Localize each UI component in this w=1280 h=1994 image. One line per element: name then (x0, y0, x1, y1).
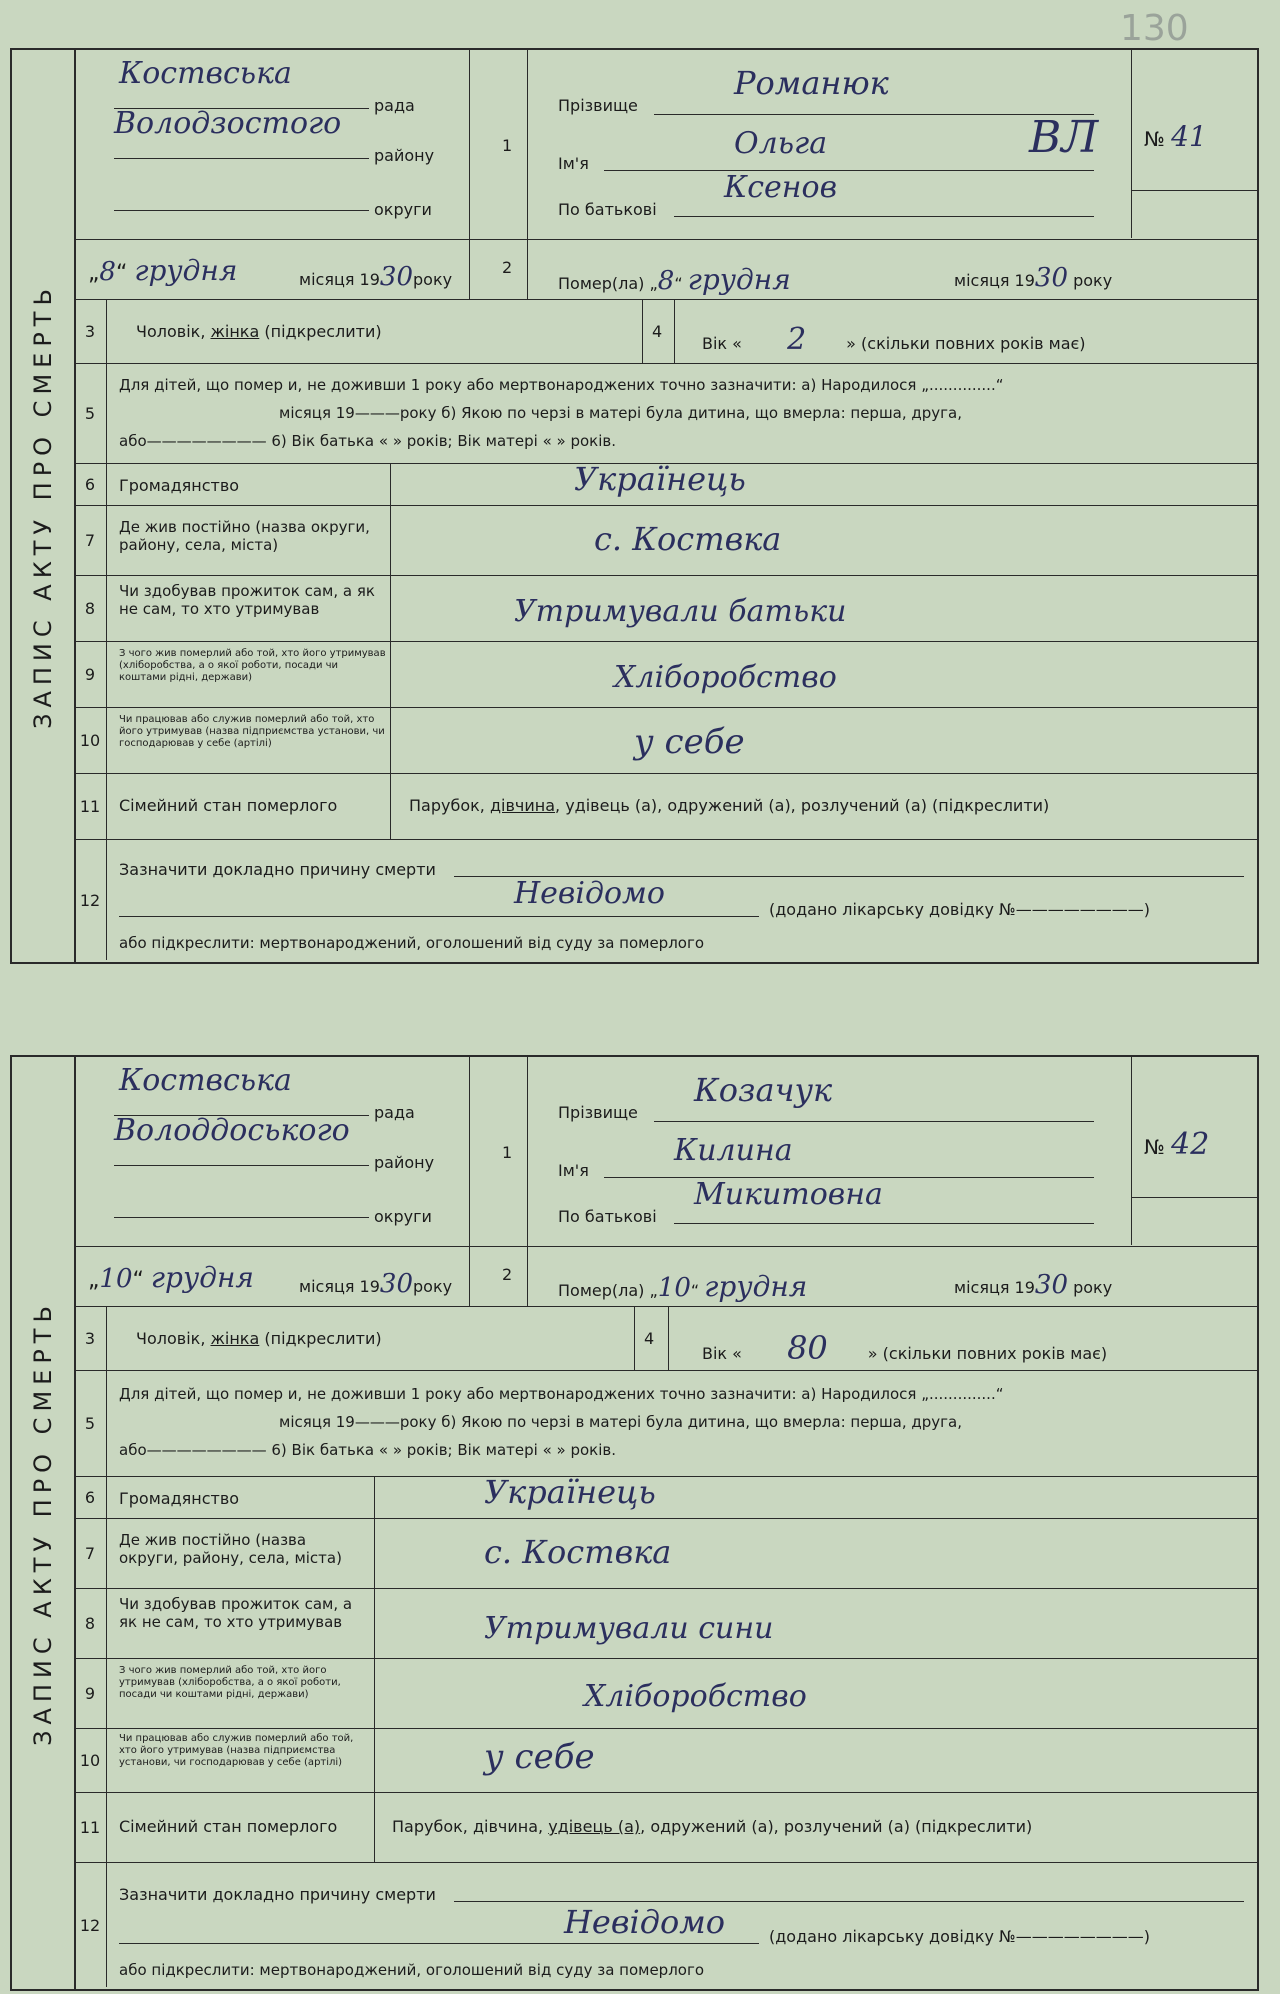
surname-value: Романюк (734, 64, 889, 102)
row-10-employment: 10 Чи працював або служив померлий або той, хто його утримував (назва підприємства установи, чи господарював у себе (артілі) у себе (74, 708, 1257, 774)
age-field: Вік « 80 » (скільки повних років має) (702, 1329, 1108, 1367)
death-year: місяця 1930 року (954, 263, 1113, 293)
died-label: Помер(ла) „8“ грудня (558, 263, 791, 296)
row-number-1: 1 (502, 136, 513, 155)
residence-value: с. Коствка (594, 520, 782, 558)
citizenship-value: Українець (484, 1473, 656, 1511)
children-line-3: або———————— 6) Вік батька « » років; Вік матері « » років. (119, 432, 616, 450)
page-number: 130 (1120, 8, 1189, 49)
row-12-cause: 12 Зазначити докладно причину смерти Невідомо (додано лікарську довідку №————————) або підкреслити: мертвонароджений, оголошений від суду за померлого (74, 840, 1257, 960)
row-5-children: 5 Для дітей, що помер и, не доживши 1 року або мертвонароджених точно зазначити: а) Народилося „..............“ місяця 19———року б) Якою по черзі в матері була дитина, що вмерла: перша, друга, або———————— 6) Вік батька « » років; Вік матері « » років. (74, 1371, 1257, 1477)
row-9-income: 9 З чого жив померлий або той, хто його утримував (хліборобства, а о якої роботи, посади чи коштами рідні, держави) Хліборобство (74, 1659, 1257, 1729)
children-line-2: місяця 19———року б) Якою по черзі в матері була дитина, що вмерла: перша, друга, (279, 1413, 963, 1431)
residence-value: с. Коствка (484, 1533, 672, 1571)
name-value: Килина (674, 1133, 793, 1168)
patronymic-label: По батькові (558, 1207, 657, 1226)
row-6-citizenship: 6 Громадянство Українець (74, 1477, 1257, 1519)
row-7-residence: 7 Де жив постійно (назва округи, району, села, міста) с. Коствка (74, 506, 1257, 576)
raion-label: району (374, 146, 435, 165)
children-line-1: Для дітей, що помер и, не доживши 1 року або мертвонароджених точно зазначити: а) Народилося „..............“ (119, 376, 1004, 394)
children-line-2: місяця 19———року б) Якою по черзі в матері була дитина, що вмерла: перша, друга, (279, 404, 963, 422)
children-line-3: або———————— 6) Вік батька « » років; Вік матері « » років. (119, 1441, 616, 1459)
livelihood-value: Утримували батьки (514, 594, 847, 629)
sex-field: Чоловік, жінка (підкреслити) (136, 1329, 382, 1348)
surname-value: Козачук (694, 1071, 833, 1109)
patronymic-label: По батькові (558, 200, 657, 219)
row-3-4: 3 Чоловік, жінка (підкреслити) 4 Вік « 80 » (скільки повних років має) (74, 1307, 1257, 1371)
name-label: Ім'я (558, 154, 589, 173)
employment-value: у себе (634, 722, 745, 762)
surname-label: Прізвище (558, 96, 638, 115)
row-10-employment: 10 Чи працював або служив померлий або той, хто його утримував (назва підприємства установи, чи господарював у себе (артілі) у себе (74, 1729, 1257, 1793)
children-line-1: Для дітей, що помер и, не доживши 1 року або мертвонароджених точно зазначити: а) Народилося „..............“ (119, 1385, 1004, 1403)
income-value: Хліборобство (584, 1679, 807, 1714)
row-6-citizenship: 6 Громадянство Українець (74, 464, 1257, 506)
died-label: Помер(ла) „10“ грудня (558, 1270, 808, 1303)
row-11-marital: 11 Сімейний стан померлого Парубок, дівчина, удівець (а), одружений (а), розлучений (а) (підкреслити) (74, 1793, 1257, 1863)
row-8-livelihood: 8 Чи здобував прожиток сам, а як не сам, то хто утримував Утримували батьки (74, 576, 1257, 642)
cause-value: Невідомо (514, 876, 665, 911)
record-date: „10“ грудня (88, 1261, 254, 1294)
form-title-vertical: ЗАПИС АКТУ ПРО СМЕРТЬ (12, 50, 76, 962)
row-3-4: 3 Чоловік, жінка (підкреслити) 4 Вік « 2 » (скільки повних років має) (74, 300, 1257, 364)
raion-value: Володзостого (114, 106, 342, 141)
livelihood-value: Утримували сини (484, 1611, 774, 1646)
surname-label: Прізвище (558, 1103, 638, 1122)
sex-field: Чоловік, жінка (підкреслити) (136, 322, 382, 341)
row-11-marital: 11 Сімейний стан померлого Парубок, дівчина, удівець (а), одружений (а), розлучений (а) (підкреслити) (74, 774, 1257, 840)
row-9-income: 9 З чого жив померлий або той, хто його утримував (хліборобства, а о якої роботи, посади чи коштами рідні, держави) Хліборобство (74, 642, 1257, 708)
patronymic-value: Микитовна (694, 1177, 883, 1212)
form-title-vertical: ЗАПИС АКТУ ПРО СМЕРТЬ (12, 1057, 76, 1989)
record-number: № 41 (1144, 120, 1207, 153)
record-year: місяця 1930року (299, 1269, 453, 1299)
row-12-cause: 12 Зазначити докладно причину смерти Невідомо (додано лікарську довідку №————————) або підкреслити: мертвонароджений, оголошений від суду за померлого (74, 1863, 1257, 1987)
rada-label: рада (374, 96, 415, 115)
patronymic-value: Ксенов (724, 170, 838, 205)
row-number-1: 1 (502, 1143, 513, 1162)
citizenship-value: Українець (574, 460, 746, 498)
row-number-2: 2 (502, 258, 513, 277)
income-value: Хліборобство (614, 660, 837, 695)
death-record-card-1 (10, 48, 1259, 964)
header-block (74, 50, 1257, 300)
okrug-label: округи (374, 200, 432, 219)
header-block (74, 1057, 1257, 1307)
rada-label: рада (374, 1103, 415, 1122)
death-record-card-2 (10, 1055, 1259, 1991)
death-year: місяця 1930 року (954, 1270, 1113, 1300)
marital-options: Парубок, дівчина, удівець (а), одружений (а), розлучений (а) (підкреслити) (392, 1817, 1033, 1836)
record-number: № 42 (1144, 1127, 1210, 1162)
rada-value: Коствська (119, 56, 292, 91)
age-field: Вік « 2 » (скільки повних років має) (702, 322, 1086, 357)
rada-value: Коствська (119, 1063, 292, 1098)
marital-options: Парубок, дівчина, удівець (а), одружений (а), розлучений (а) (підкреслити) (409, 796, 1050, 815)
record-date: „8“ грудня (88, 254, 238, 287)
name-label: Ім'я (558, 1161, 589, 1180)
cause-value: Невідомо (564, 1903, 726, 1941)
raion-label: району (374, 1153, 435, 1172)
raion-value: Володдоського (114, 1113, 350, 1148)
handwritten-mark: ВЛ (1029, 112, 1099, 163)
okrug-label: округи (374, 1207, 432, 1226)
row-7-residence: 7 Де жив постійно (назва округи, району, села, міста) с. Коствка (74, 1519, 1257, 1589)
name-value: Ольга (734, 126, 828, 161)
record-year: місяця 1930року (299, 262, 453, 292)
employment-value: у себе (484, 1737, 595, 1777)
row-5-children: 5 Для дітей, що помер и, не доживши 1 року або мертвонароджених точно зазначити: а) Народилося „..............“ місяця 19———року б) Якою по черзі в матері була дитина, що вмерла: перша, друга, або———————— 6) Вік батька « » років; Вік матері « » років. (74, 364, 1257, 464)
row-number-2: 2 (502, 1265, 513, 1284)
row-8-livelihood: 8 Чи здобував прожиток сам, а як не сам, то хто утримував Утримували сини (74, 1589, 1257, 1659)
